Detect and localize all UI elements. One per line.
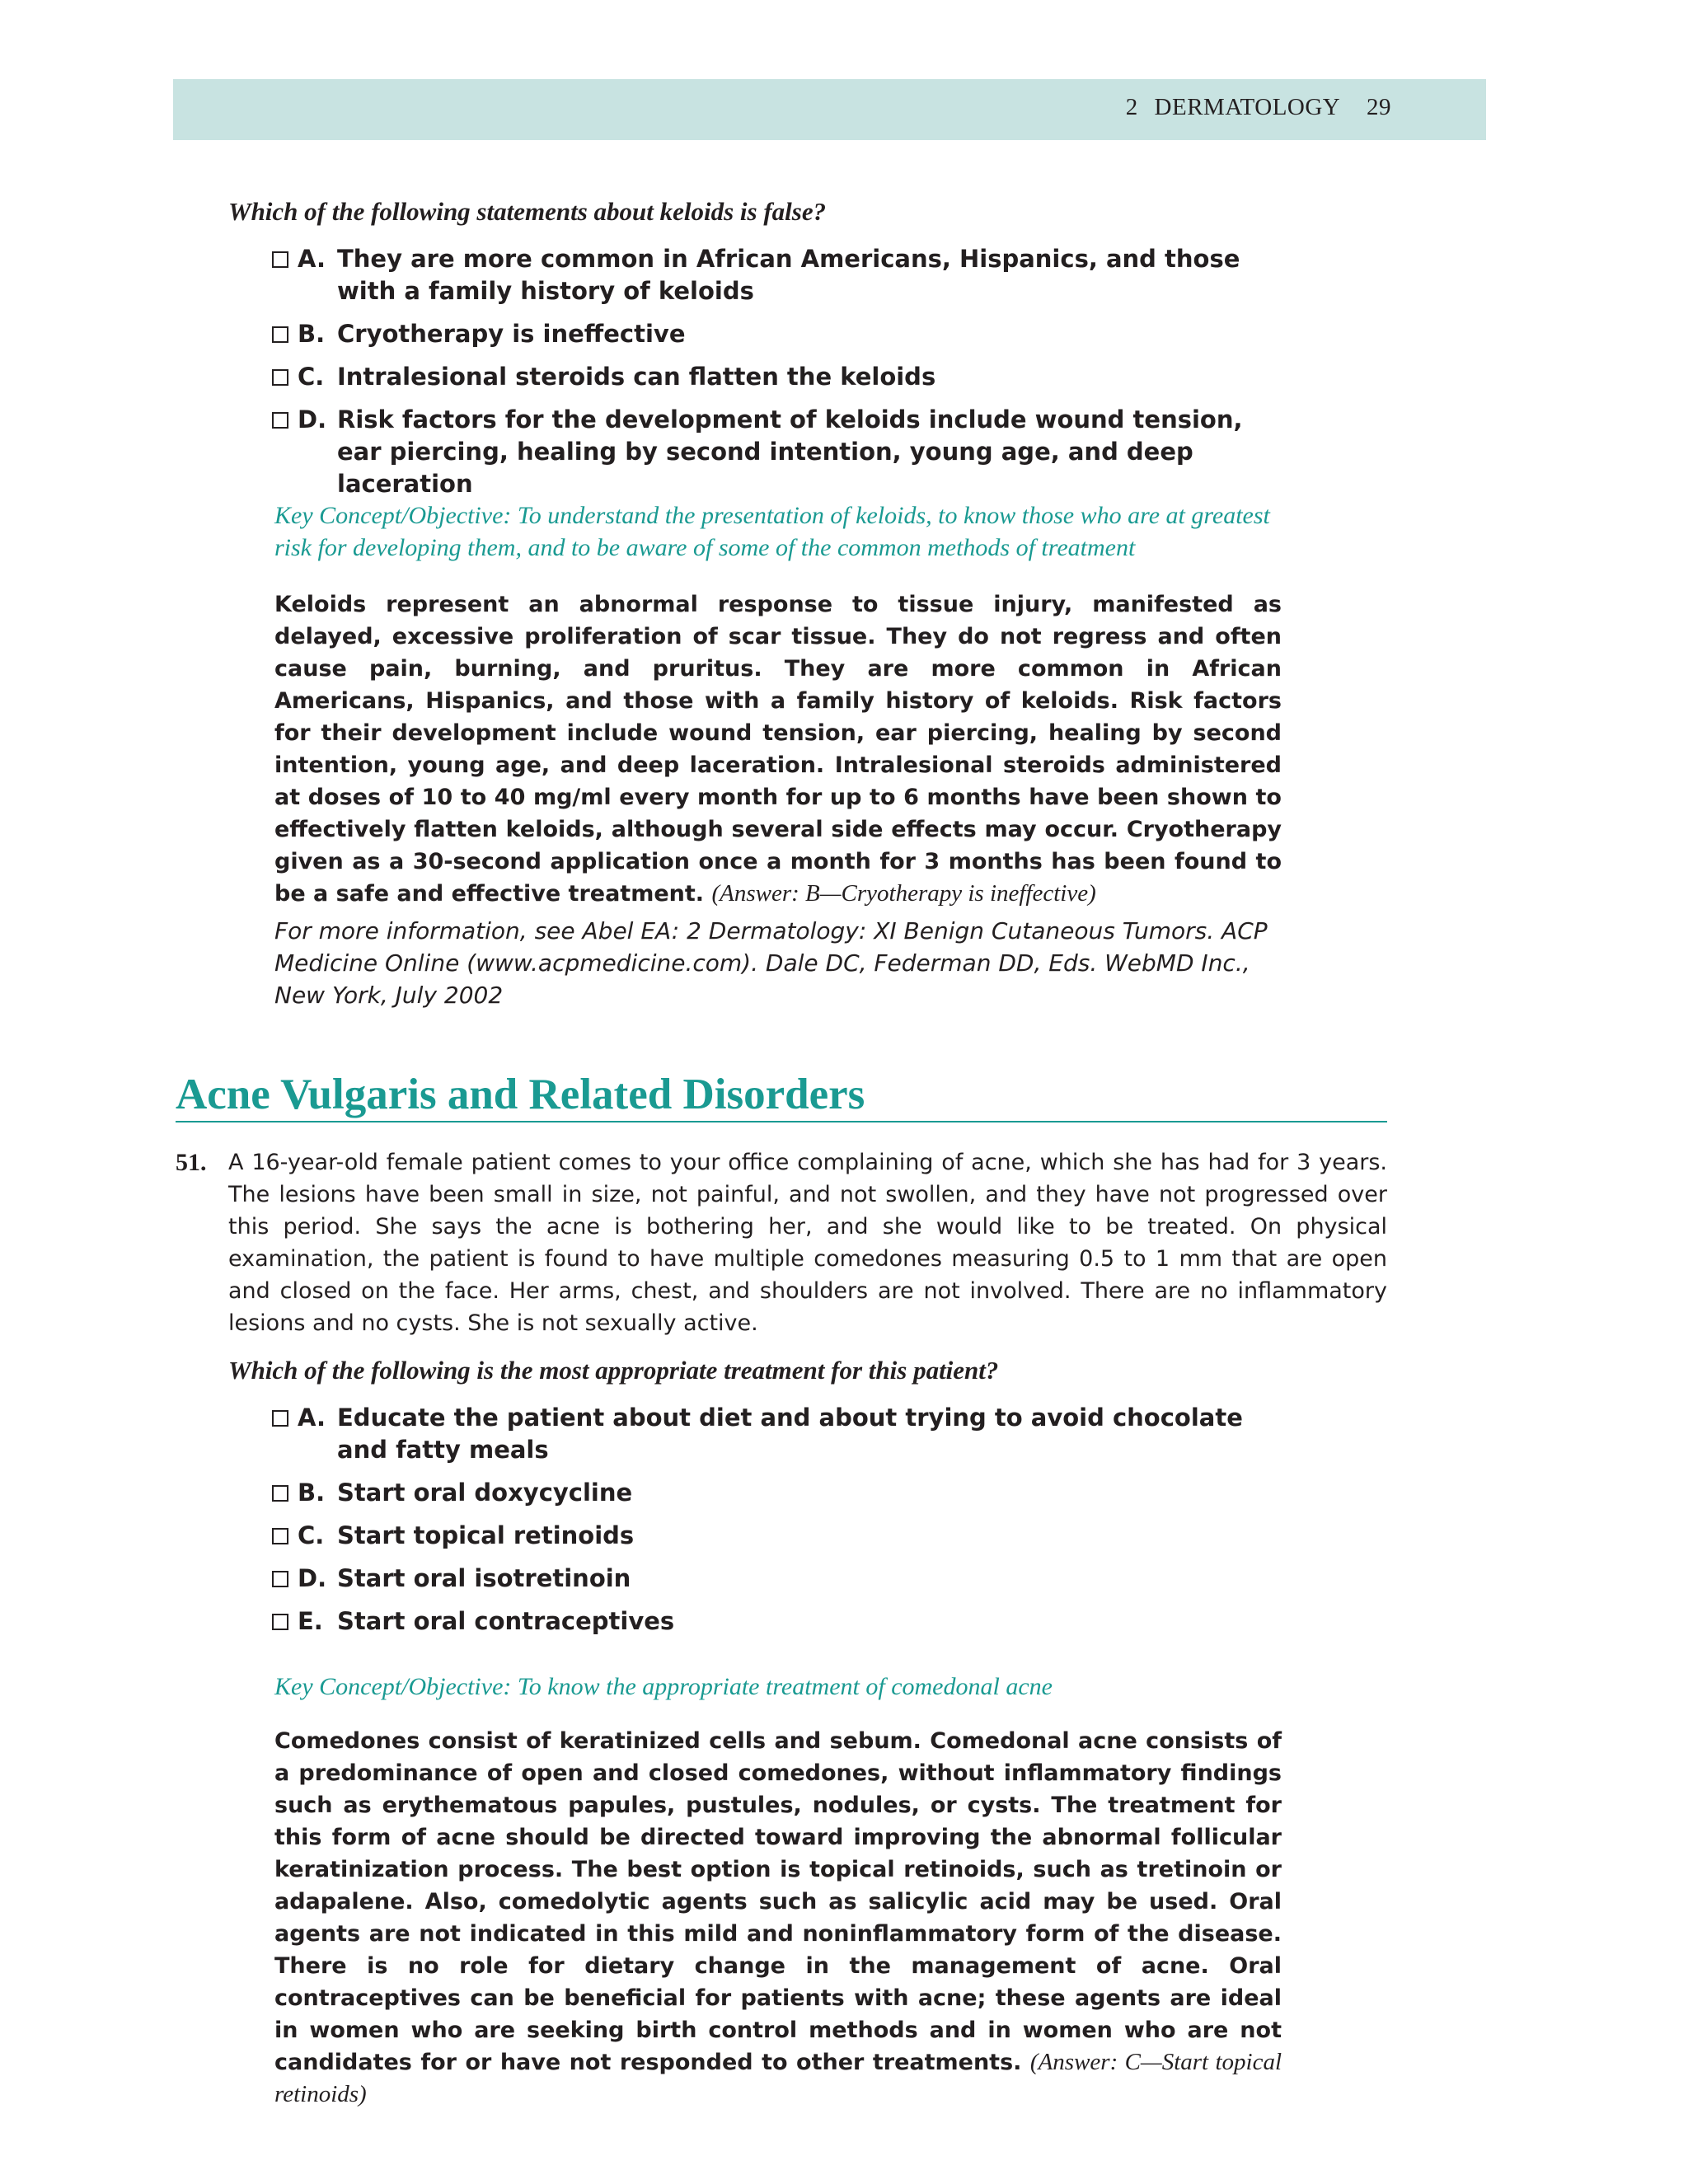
question-51-explanation [274, 1725, 1282, 2111]
choice-letter: B. [298, 1479, 326, 1507]
checkbox-icon[interactable] [272, 1528, 288, 1544]
choice-d[interactable] [272, 1563, 1278, 1595]
choice-text: Start oral doxycycline [337, 1479, 633, 1507]
choice-letter: D. [298, 405, 327, 434]
choice-letter: A. [298, 245, 326, 273]
checkbox-icon[interactable] [272, 251, 288, 268]
choice-a[interactable] [272, 1402, 1278, 1466]
question-50-key-concept: Key Concept/Objective: To understand the presentation of keloids, to know those who are at greatest risk for developing them, and to be aware of some of the common methods of treatment [274, 502, 1270, 561]
choice-letter: C. [298, 1521, 325, 1549]
checkbox-icon[interactable] [272, 1571, 288, 1587]
answer-note: (Answer: B—Cryotherapy is ineffective) [711, 880, 1096, 907]
running-header [173, 79, 1486, 140]
chapter-number: 2 [1125, 94, 1138, 120]
question-50-explanation [274, 588, 1282, 910]
header-text [1126, 94, 1391, 121]
choice-d[interactable] [272, 404, 1278, 500]
choice-text: Start oral isotretinoin [337, 1564, 631, 1592]
question-51-stem: Which of the following is the most appropriate treatment for this patient? [228, 1356, 999, 1385]
more-info-reference: For more information, see Abel EA: 2 Dermatology: XI Benign Cutaneous Tumors. ACP Medicine Online (www.acpmedicine.com). Dale DC, Federman DD, Eds. WebMD Inc., New York, July 2002 [274, 917, 1268, 1009]
choice-text: Risk factors for the development of keloids include wound tension, ear piercing, healing by second intention, young age, and deep laceration [337, 405, 1243, 498]
checkbox-icon[interactable] [272, 412, 288, 429]
choice-text: Intralesional steroids can flatten the keloids [337, 363, 936, 391]
choice-text: Start topical retinoids [337, 1521, 635, 1549]
choice-letter: C. [298, 363, 325, 391]
choice-text: Cryotherapy is ineffective [337, 320, 686, 348]
question-51-key-concept: Key Concept/Objective: To know the appropriate treatment of comedonal acne [274, 1673, 1053, 1700]
explanation-text: Comedones consist of keratinized cells and sebum. Comedonal acne consists of a predominance of open and closed comedones, without inflammatory findings such as erythematous papules, pustules, nodules, or cysts. The treatment for this form of acne should be directed toward improving the abnormal follicular keratinization process. The best option is topical retinoids, such as tretinoin or adapalene. Also, comedolytic agents such as salicylic acid may be used. Oral agents are not indicated in this mild and noninflammatory form of the disease. There is no role for dietary change in the management of acne. Oral contraceptives can be beneficial for patients with acne; these agents are ideal in women who are seeking birth control methods and in women who are not candidates for or have not responded to other treatments. [274, 1728, 1282, 2075]
checkbox-icon[interactable] [272, 326, 288, 343]
choice-b[interactable] [272, 318, 1278, 350]
checkbox-icon[interactable] [272, 1410, 288, 1427]
question-51-choices [272, 1402, 1278, 1648]
chapter-title: DERMATOLOGY [1154, 94, 1341, 120]
page-number: 29 [1367, 94, 1391, 120]
question-51-number: 51. [176, 1149, 207, 1176]
choice-letter: A. [298, 1404, 326, 1432]
choice-text: They are more common in African Americans, Hispanics, and those with a family history of keloids [337, 245, 1240, 305]
choice-text: Educate the patient about diet and about trying to avoid chocolate and fatty meals [337, 1404, 1243, 1464]
question-50-choices [272, 243, 1278, 511]
choice-c[interactable] [272, 1520, 1278, 1552]
choice-b[interactable] [272, 1477, 1278, 1509]
checkbox-icon[interactable] [272, 1485, 288, 1502]
choice-letter: B. [298, 320, 326, 348]
choice-e[interactable] [272, 1605, 1278, 1638]
choice-c[interactable] [272, 361, 1278, 393]
choice-letter: D. [298, 1564, 327, 1592]
choice-a[interactable] [272, 243, 1278, 307]
choice-text: Start oral contraceptives [337, 1607, 675, 1635]
checkbox-icon[interactable] [272, 1614, 288, 1630]
choice-letter: E. [298, 1607, 323, 1635]
explanation-text: Keloids represent an abnormal response to tissue injury, manifested as delayed, excessive proliferation of scar tissue. They do not regress and often cause pain, burning, and pruritus. They are more common in African Americans, Hispanics, and those with a family history of keloids. Risk factors for their development include wound tension, ear piercing, healing by second intention, young age, and deep laceration. Intralesional steroids administered at doses of 10 to 40 mg/ml every month for up to 6 months have been shown to effectively flatten keloids, although several side effects may occur. Cryotherapy given as a 30-second application once a month for 3 months has been found to be a safe and effective treatment. [274, 592, 1282, 907]
question-51-text: A 16-year-old female patient comes to your office complaining of acne, which she has had for 3 years. The lesions have been small in size, not painful, and not swollen, and they have not progressed over this period. She says the acne is bothering her, and she would like to be treated. On physical examination, the patient is found to have multiple comedones measuring 0.5 to 1 mm that are open and closed on the face. Her arms, chest, and shoulders are not involved. There are no inflammatory lesions and no cysts. She is not sexually active. [228, 1150, 1387, 1336]
section-title: Acne Vulgaris and Related Disorders [176, 1071, 865, 1118]
checkbox-icon[interactable] [272, 369, 288, 386]
question-50-stem: Which of the following statements about keloids is false? [228, 197, 827, 226]
answer-note: (Answer: C—Start topical retinoids) [274, 2049, 1282, 2107]
section-divider [176, 1121, 1387, 1122]
